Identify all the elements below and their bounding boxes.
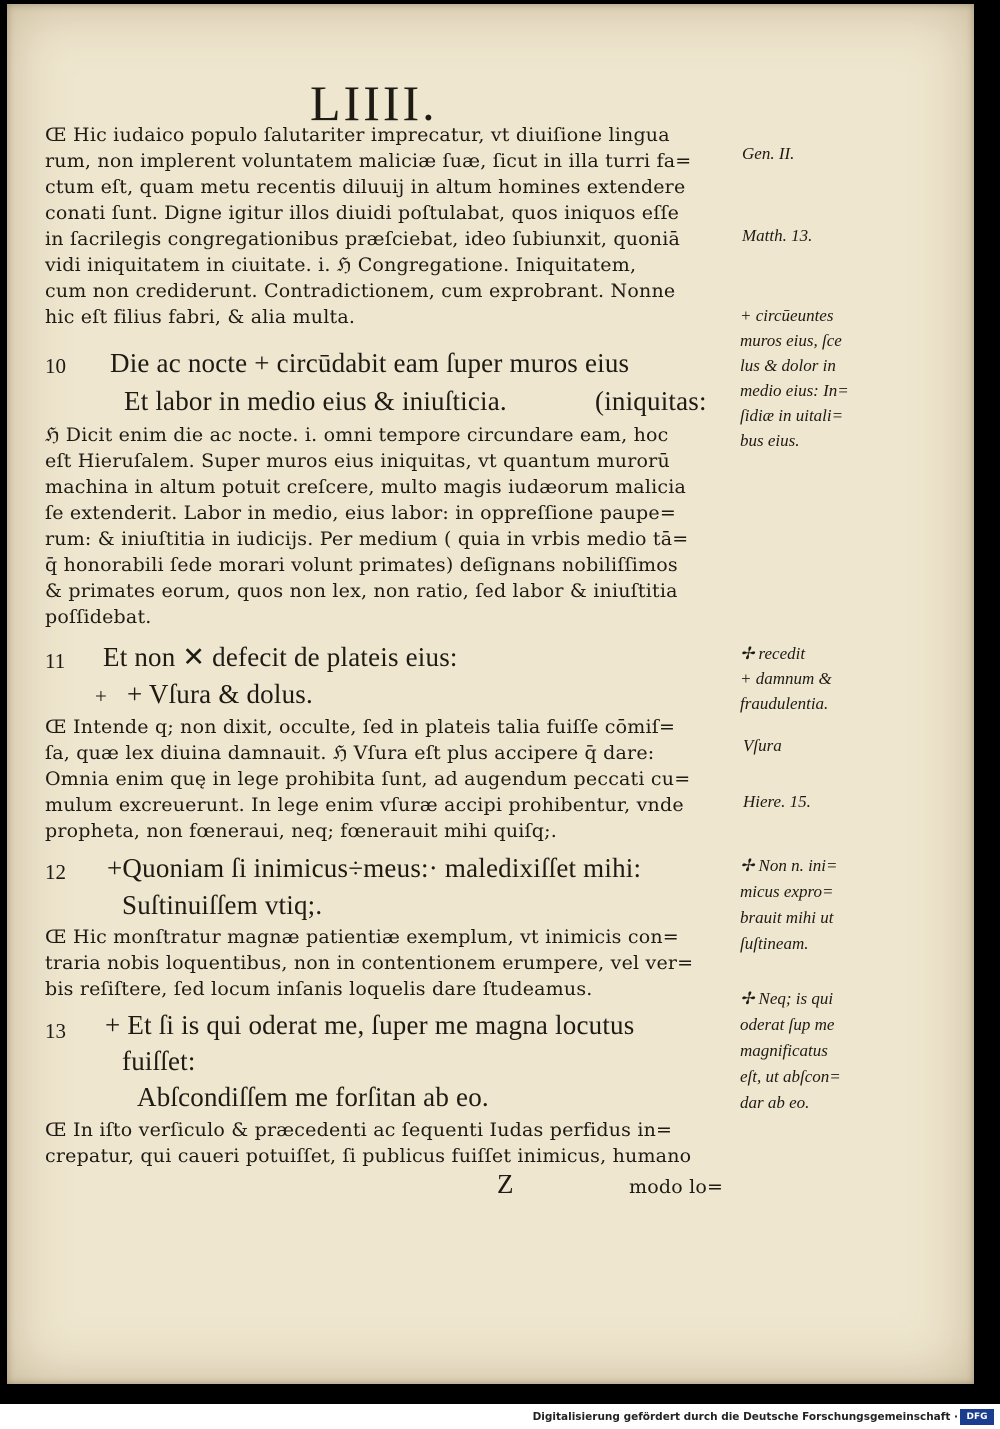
commentary-1-line-2: rum, non implerent voluntatem maliciæ ſuæ, ſicut in illa turri fa= [45, 150, 692, 172]
margin-note-10-line-5: ſidiæ in uitali= [740, 406, 844, 425]
margin-note-11-line-3: fraudulentia. [740, 694, 829, 713]
commentary-3-line-1: Œ Intende q; non dixit, occulte, ſed in plateis talia fuiſſe cōmiſ= [45, 716, 676, 738]
commentary-2-line-5: rum: & iniuſtitia in iudicijs. Per medium ( quia in vrbis medio tā= [45, 528, 689, 550]
verse-13-line-2: fuiſſet: [122, 1046, 196, 1076]
margin-hiere: Hiere. 15. [743, 792, 811, 811]
commentary-1-line-5: in ſacrilegis congregationibus præſciebat, ideo ſubiunxit, quoniā [45, 228, 681, 250]
margin-note-12-line-1: ✢ Non n. ini= [740, 856, 838, 875]
margin-note-13-line-4: eſt, ut abſcon= [740, 1067, 841, 1086]
commentary-1-line-6: vidi iniquitatem in ciuitate. i. ℌ Congregatione. Iniquitatem, [45, 254, 637, 276]
margin-note-11-line-1: ✢ recedit [740, 644, 806, 663]
commentary-2-line-4: ſe extenderit. Labor in medio, eius labor: in oppreſſione paupe= [45, 502, 676, 524]
margin-note-12-line-2: micus expro= [740, 882, 834, 901]
commentary-2-line-3: machina in altum potuit creſcere, multo magis iudæorum malicia [45, 476, 687, 498]
commentary-3-line-5: propheta, non fœneraui, neq; fœnerauit mihi quiſq;. [45, 820, 557, 842]
verse-number-10: 10 [45, 354, 66, 378]
commentary-1-line-4: conati ſunt. Digne igitur illos diuidi poſtulabat, quos iniquos eſſe [45, 202, 680, 224]
verse-10-line-1: Die ac nocte + circūdabit eam ſuper muros eius [110, 348, 630, 378]
commentary-3-line-2: ſa, quæ lex diuina damnauit. ℌ Vſura eſt plus accipere q̄ dare: [45, 742, 655, 764]
commentary-4-line-3: bis reſiſtere, ſed locum inſanis loquelis dare ſtudeamus. [45, 978, 593, 1000]
commentary-1-line-7: cum non crediderunt. Contradictionem, cum exprobrant. Nonne [45, 280, 676, 302]
commentary-2-line-8: poſſidebat. [45, 606, 152, 628]
margin-matth: Matth. 13. [742, 226, 813, 245]
margin-note-13-line-2: oderat ſup me [740, 1015, 835, 1034]
verse-10-line-2: Et labor in medio eius & iniuſticia. [124, 386, 507, 416]
page-heading: LIIII. [310, 75, 438, 131]
verse-11-line-1: Et non ✕ defecit de plateis eius: [103, 642, 458, 672]
commentary-2-line-7: & primates eorum, quos non lex, non ratio, ſed labor & iniuſtitia [45, 580, 678, 602]
verse-10-line-2-tail: (iniquitas: [595, 386, 707, 416]
book-page [7, 4, 974, 1384]
verse-11-line-2: + Vſura & dolus. [127, 679, 313, 709]
dfg-logo: DFG [960, 1409, 994, 1425]
margin-note-12-line-3: brauit mihi ut [740, 908, 834, 927]
signature-mark: Z [497, 1169, 514, 1199]
margin-vsura: Vſura [743, 736, 782, 755]
commentary-1-line-8: hic eſt filius fabri, & alia multa. [45, 306, 356, 328]
commentary-3-line-4: mulum excreuerunt. In lege enim vſuræ accipi prohibentur, vnde [45, 794, 684, 816]
verse-11-margin-cross: + [95, 684, 107, 708]
commentary-4-line-2: traria nobis loquentibus, non in contentionem erumpere, vel ver= [45, 952, 694, 974]
verse-12-line-1: +Quoniam ſi inimicus÷meus:· maledixiſſet mihi: [107, 853, 642, 883]
margin-note-10-line-4: medio eius: In= [740, 381, 849, 400]
footer-bar [0, 1404, 1000, 1429]
verse-13-line-3: Abſcondiſſem me forſitan ab eo. [137, 1082, 489, 1112]
verse-12-line-2: Suſtinuiſſem vtiq;. [122, 890, 323, 920]
commentary-1-line-1: Œ Hic iudaico populo ſalutariter imprecatur, vt diuiſione lingua [45, 124, 670, 146]
commentary-5-line-2: crepatur, qui caueri potuiſſet, ſi publicus fuiſſet inimicus, humano [45, 1145, 692, 1167]
margin-note-11-line-2: + damnum & [740, 669, 832, 688]
catchword: modo lo= [629, 1176, 724, 1198]
commentary-2-line-2: eſt Hieruſalem. Super muros eius iniquitas, vt quantum murorū [45, 450, 670, 472]
commentary-3-line-3: Omnia enim quę in lege prohibita ſunt, ad augendum peccati cu= [45, 768, 691, 790]
commentary-2-line-1: ℌ Dicit enim die ac nocte. i. omni tempore circundare eam, hoc [45, 424, 669, 446]
margin-note-10-line-2: muros eius, ſce [740, 331, 842, 350]
margin-note-10-line-3: lus & dolor in [740, 356, 836, 375]
margin-note-13-line-3: magnificatus [740, 1041, 828, 1060]
margin-note-13-line-1: ✢ Neq; is qui [740, 989, 834, 1008]
verse-number-12: 12 [45, 860, 66, 884]
margin-note-10-line-1: + circūeuntes [740, 306, 834, 325]
verse-number-13: 13 [45, 1019, 66, 1043]
margin-gen: Gen. II. [742, 144, 795, 163]
verse-number-11: 11 [45, 649, 66, 673]
commentary-1-line-3: ctum eſt, quam metu recentis diluuij in altum homines extendere [45, 176, 686, 198]
commentary-5-line-1: Œ In iſto verſiculo & præcedenti ac ſequenti Iudas perfidus in= [45, 1119, 673, 1141]
margin-note-10-line-6: bus eius. [740, 431, 800, 450]
margin-note-13-line-5: dar ab eo. [740, 1093, 810, 1112]
commentary-2-line-6: q̄ honorabili ſede morari volunt primates) deſignans nobiliſſimos [45, 554, 678, 576]
footer-credit: Digitalisierung gefördert durch die Deutsche Forschungsgemeinschaft · [532, 1411, 958, 1423]
commentary-4-line-1: Œ Hic monſtratur magnæ patientiæ exemplum, vt inimicis con= [45, 926, 679, 948]
verse-13-line-1: + Et ſi is qui oderat me, ſuper me magna locutus [105, 1010, 635, 1040]
margin-note-12-line-4: ſuſtineam. [740, 934, 809, 953]
